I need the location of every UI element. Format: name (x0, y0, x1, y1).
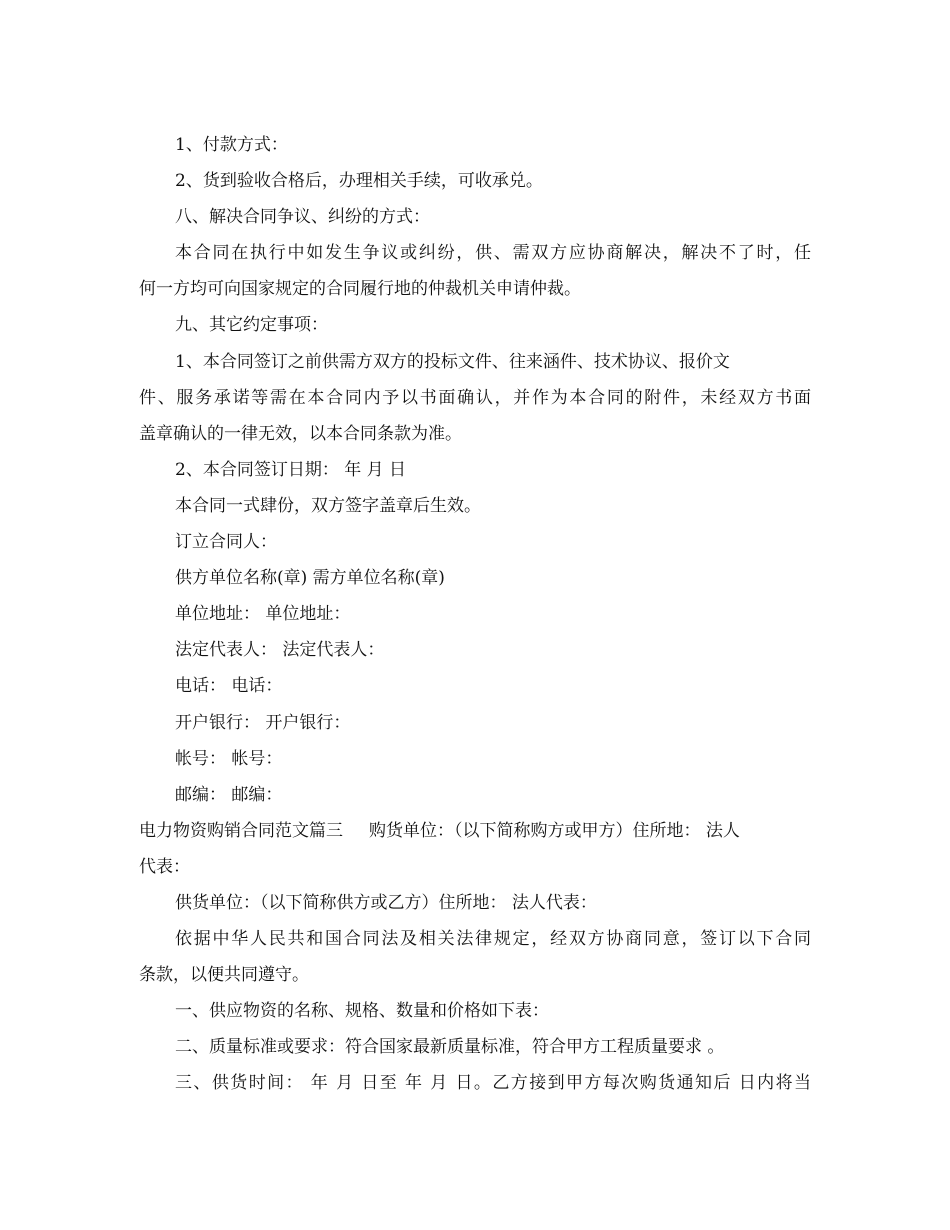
line-text: 条款，以便共同遵守。 (139, 965, 309, 986)
text-line (139, 199, 811, 235)
text-line (139, 993, 811, 1029)
line-text: 2、货到验收合格后，办理相关手续，可收承兑。 (175, 171, 543, 192)
line-text: 电力物资购销合同范文篇三 (139, 820, 343, 841)
text-line (139, 452, 811, 488)
line-text-tail: 购货单位：（以下简称购方或甲方）住所地： 法人 (369, 820, 740, 841)
text-line (139, 921, 811, 957)
document-body (139, 127, 811, 1102)
text-line (139, 380, 811, 416)
line-text: 1、本合同签订之前供需方双方的投标文件、往来涵件、技术协议、报价文 (175, 351, 730, 372)
line-text: 九、其它约定事项： (175, 315, 328, 336)
text-line (139, 235, 811, 271)
line-text: 三、供货时间： 年 月 日至 年 月 日。乙方接到甲方每次购货通知后 日内将当 (175, 1073, 811, 1094)
text-line (139, 1029, 811, 1065)
line-text: 法定代表人： 法定代表人： (175, 640, 385, 661)
line-text: 开户银行： 开户银行： (175, 712, 351, 733)
text-line (139, 777, 811, 813)
line-text: 二、质量标准或要求：符合国家最新质量标准，符合甲方工程质量要求 。 (175, 1037, 725, 1058)
text-line (139, 1065, 811, 1101)
text-line (139, 813, 811, 849)
line-text: 2、本合同签订日期： 年 月 日 (175, 459, 407, 480)
text-line (139, 163, 811, 199)
line-text: 本合同在执行中如发生争议或纠纷，供、需双方应协商解决，解决不了时，任 (175, 243, 811, 264)
text-line (139, 885, 811, 921)
line-text: 依据中华人民共和国合同法及相关法律规定，经双方协商同意，签订以下合同 (175, 929, 811, 950)
text-line (139, 632, 811, 668)
line-text: 一、供应物资的名称、规格、数量和价格如下表： (175, 1001, 549, 1022)
text-line (139, 416, 811, 452)
line-text: 代表： (139, 856, 190, 877)
text-line (139, 271, 811, 307)
line-text: 帐号： 帐号： (175, 748, 283, 769)
text-line (139, 668, 811, 704)
line-text: 何一方均可向国家规定的合同履行地的仲裁机关申请仲裁。 (139, 279, 581, 300)
text-line (139, 705, 811, 741)
text-line (139, 560, 811, 596)
text-line (139, 344, 811, 380)
text-line (139, 957, 811, 993)
line-text: 邮编： 邮编： (175, 784, 283, 805)
text-line (139, 524, 811, 560)
line-text: 件、服务承诺等需在本合同内予以书面确认，并作为本合同的附件，未经双方书面 (139, 387, 811, 408)
line-text: 盖章确认的一律无效，以本合同条款为准。 (139, 423, 462, 444)
line-text: 订立合同人： (175, 532, 277, 553)
line-text: 1、付款方式： (175, 135, 288, 155)
line-text: 本合同一式肆份，双方签字盖章后生效。 (175, 495, 481, 516)
line-text: 八、解决合同争议、纠纷的方式： (175, 207, 430, 228)
text-line (139, 849, 811, 885)
text-line (139, 127, 811, 163)
line-text: 供方单位名称(章) 需方单位名称(章) (175, 568, 445, 589)
line-text: 电话： 电话： (175, 676, 283, 697)
line-text: 供货单位：（以下简称供方或乙方）住所地： 法人代表： (175, 892, 597, 913)
text-line (139, 488, 811, 524)
text-line (139, 741, 811, 777)
text-line (139, 307, 811, 343)
line-text: 单位地址： 单位地址： (175, 604, 351, 625)
text-line (139, 596, 811, 632)
